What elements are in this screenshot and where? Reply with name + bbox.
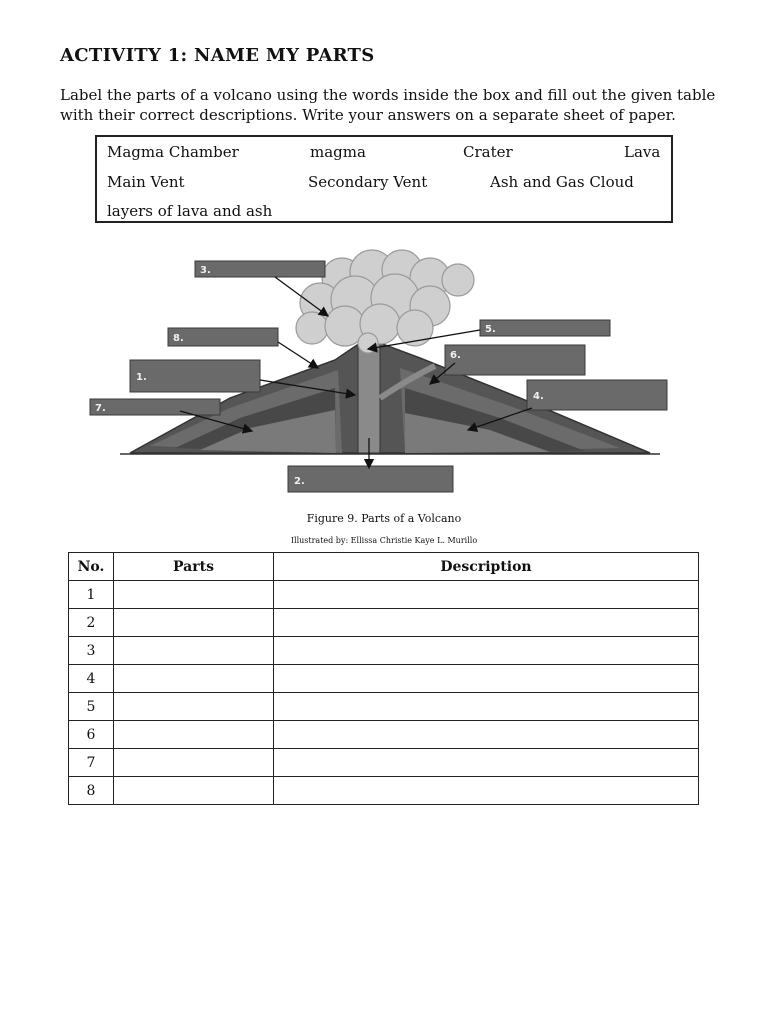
row-number: 3 xyxy=(69,637,114,665)
label-5: 5. xyxy=(485,324,496,335)
parts-cell[interactable] xyxy=(114,721,274,749)
parts-cell[interactable] xyxy=(114,665,274,693)
header-description: Description xyxy=(274,553,699,581)
answer-table xyxy=(68,552,699,805)
label-6: 6. xyxy=(450,350,461,361)
row-number: 4 xyxy=(69,665,114,693)
table-row xyxy=(69,609,699,637)
row-number: 2 xyxy=(69,609,114,637)
row-number: 8 xyxy=(69,777,114,805)
table-row xyxy=(69,777,699,805)
label-8: 8. xyxy=(173,333,184,344)
row-number: 5 xyxy=(69,693,114,721)
word-layers-of-lava-and-ash: layers of lava and ash xyxy=(107,202,273,220)
table-row xyxy=(69,721,699,749)
table-row xyxy=(69,749,699,777)
header-no: No. xyxy=(69,553,114,581)
activity-title: ACTIVITY 1: NAME MY PARTS xyxy=(60,45,375,66)
description-cell[interactable] xyxy=(274,609,699,637)
parts-cell[interactable] xyxy=(114,609,274,637)
figure-credit: Illustrated by: Ellissa Christie Kaye L. Murillo xyxy=(290,536,478,545)
table-row xyxy=(69,637,699,665)
label-4: 4. xyxy=(533,391,544,402)
word-secondary-vent: Secondary Vent xyxy=(308,173,428,191)
parts-cell[interactable] xyxy=(114,581,274,609)
label-1: 1. xyxy=(136,372,147,383)
parts-cell[interactable] xyxy=(114,693,274,721)
row-number: 7 xyxy=(69,749,114,777)
description-cell[interactable] xyxy=(274,777,699,805)
word-magma: magma xyxy=(310,143,366,161)
word-bank-box xyxy=(95,135,673,223)
word-magma-chamber: Magma Chamber xyxy=(107,143,239,161)
table-header-row xyxy=(69,553,699,581)
label-3: 3. xyxy=(200,265,211,276)
description-cell[interactable] xyxy=(274,749,699,777)
instructions-text: Label the parts of a volcano using the words inside the box and fill out the given table with their correct descriptions. Write your answers on a separate sheet of paper. xyxy=(60,86,716,124)
label-7: 7. xyxy=(95,403,106,414)
description-cell[interactable] xyxy=(274,581,699,609)
header-parts: Parts xyxy=(114,553,274,581)
word-lava: Lava xyxy=(624,143,661,161)
description-cell[interactable] xyxy=(274,665,699,693)
figure-caption: Figure 9. Parts of a Volcano xyxy=(306,512,462,525)
description-cell[interactable] xyxy=(274,637,699,665)
parts-cell[interactable] xyxy=(114,749,274,777)
word-ash-and-gas-cloud: Ash and Gas Cloud xyxy=(490,173,634,191)
label-2: 2. xyxy=(294,476,305,487)
parts-cell[interactable] xyxy=(114,637,274,665)
word-crater: Crater xyxy=(463,143,513,161)
table-row xyxy=(69,665,699,693)
description-cell[interactable] xyxy=(274,721,699,749)
volcano-diagram xyxy=(80,248,680,498)
parts-cell[interactable] xyxy=(114,777,274,805)
description-cell[interactable] xyxy=(274,693,699,721)
table-row xyxy=(69,581,699,609)
row-number: 1 xyxy=(69,581,114,609)
word-main-vent: Main Vent xyxy=(107,173,185,191)
row-number: 6 xyxy=(69,721,114,749)
table-row xyxy=(69,693,699,721)
